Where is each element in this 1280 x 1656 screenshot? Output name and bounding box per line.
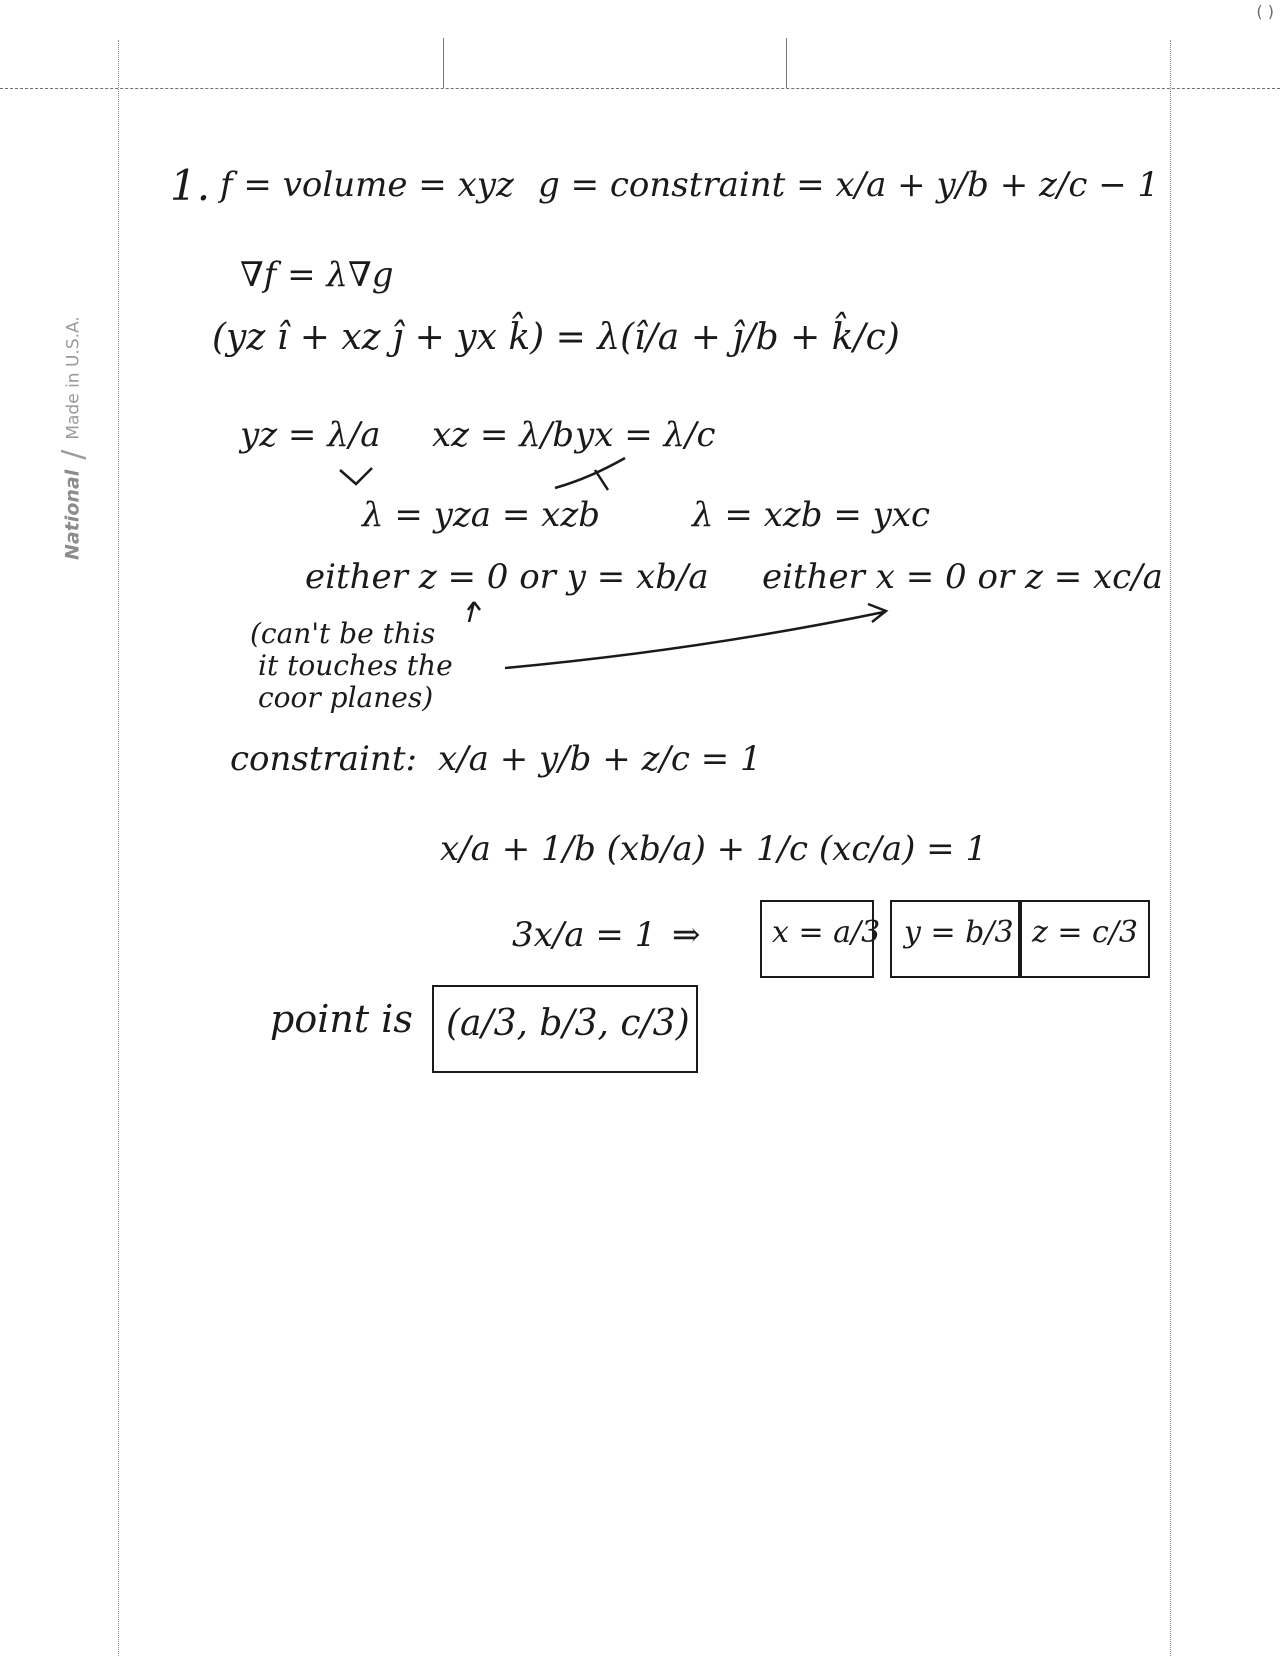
brand-text: Made in U.S.A.	[63, 316, 84, 440]
note-line-1: (can't be this	[250, 617, 436, 650]
corner-mark: ( )	[1256, 2, 1274, 21]
lambda-relation-2: λ = xzb = yxc	[692, 495, 931, 535]
connecting-arrow-icon	[505, 604, 886, 668]
answer-x: x = a/3	[772, 915, 881, 950]
check-mark-2	[555, 458, 625, 490]
eq-yx: yx = λ/c	[575, 415, 716, 455]
result-equation: 3x/a = 1	[512, 915, 657, 955]
problem-number: 1.	[170, 161, 211, 210]
brand-divider-icon: /	[56, 449, 91, 460]
up-arrow-icon	[468, 602, 480, 622]
point-value: (a/3, b/3, c/3)	[446, 1003, 690, 1044]
note-line-3: coor planes)	[258, 681, 434, 714]
note-line-2: it touches the	[258, 649, 453, 682]
eq-xz: xz = λ/b	[432, 415, 574, 455]
implies-arrow: ⇒	[672, 915, 701, 955]
check-mark-1	[340, 468, 372, 484]
case-y: either z = 0 or y = xb/a	[305, 557, 709, 597]
answer-y: y = b/3	[904, 915, 1014, 950]
constraint-label: constraint:	[230, 739, 417, 779]
lambda-relation-1: λ = yza = xzb	[362, 495, 600, 535]
case-z: either x = 0 or z = xc/a	[762, 557, 1163, 597]
lagrange-condition: ∇f = λ∇g	[240, 255, 394, 295]
eq-yz: yz = λ/a	[240, 415, 381, 455]
constraint-equation: x/a + y/b + z/c = 1	[438, 739, 762, 779]
volume-function: f = volume = xyz	[220, 165, 514, 205]
constraint-function: g = constraint = x/a + y/b + z/c − 1	[538, 165, 1160, 205]
answer-z: z = c/3	[1032, 915, 1139, 950]
brand-logo: National	[61, 469, 84, 560]
gradient-equation: (yz î + xz ĵ + yx k̂) = λ(î/a + ĵ/b + k̂/c)	[212, 317, 900, 358]
substitution-equation: x/a + 1/b (xb/a) + 1/c (xc/a) = 1	[440, 829, 988, 869]
point-label: point is	[270, 997, 413, 1041]
